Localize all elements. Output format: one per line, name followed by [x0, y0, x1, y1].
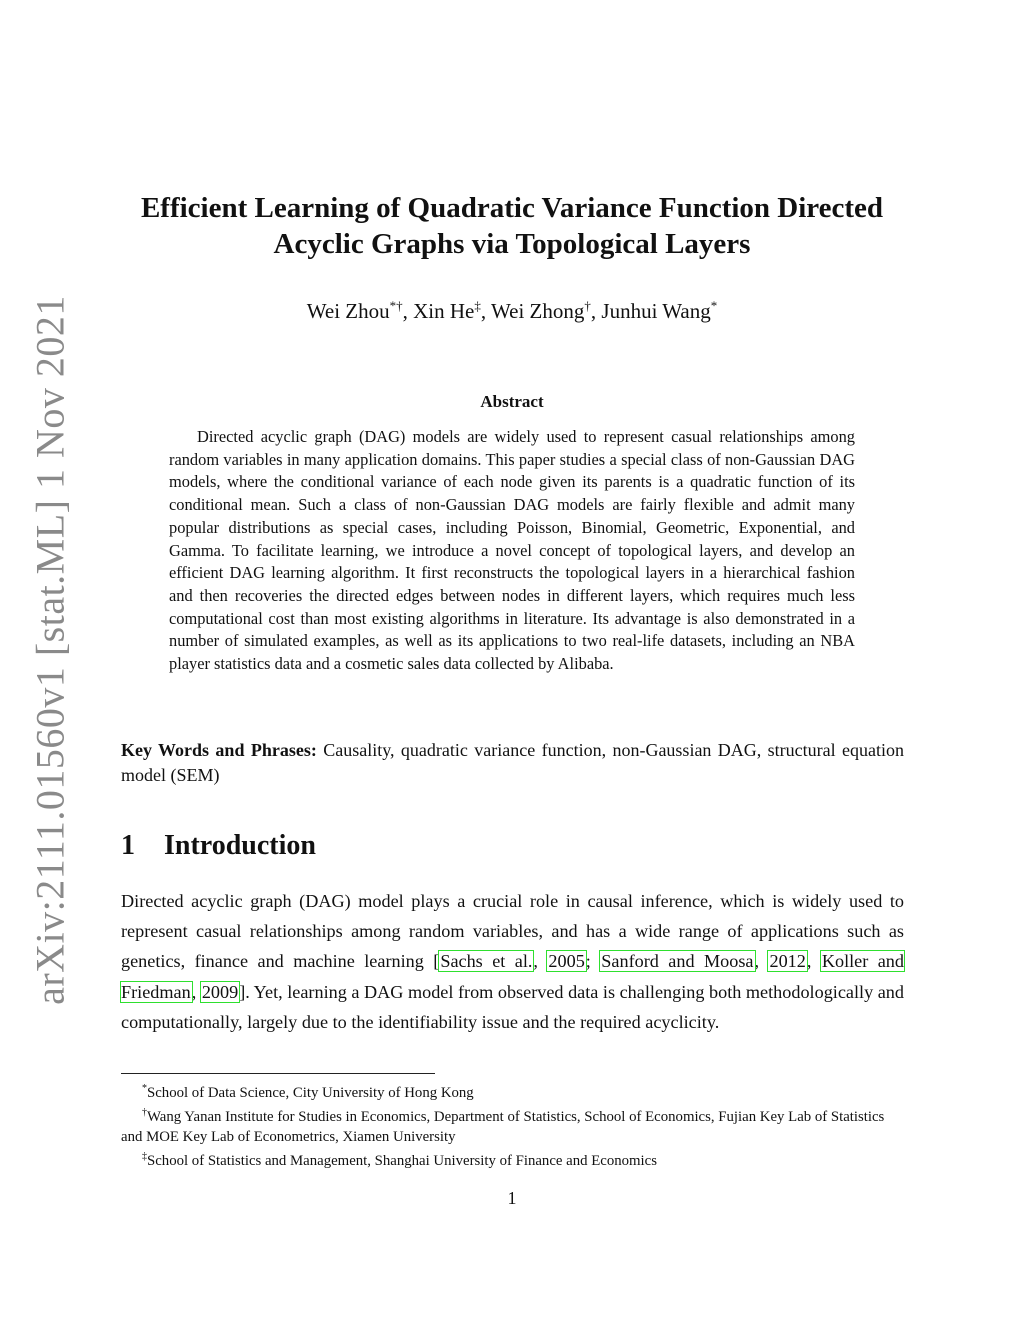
footnote-3 — [121, 1147, 904, 1171]
author-name: Wei Zhong — [491, 299, 585, 323]
footnote-2 — [121, 1103, 904, 1147]
section-title: Introduction — [164, 830, 316, 861]
footnote-mark: † — [142, 1106, 147, 1118]
author-list — [110, 292, 914, 325]
author-affiliation-mark: † — [584, 298, 591, 313]
introduction-paragraph: Directed acyclic graph (DAG) model plays a crucial role in causal inference, which is widely used to represent casual relationships among random variables, and has a wide range of applications such as genetics, finance and machine learning [Sachs et al., 2005; Sanford and Moosa, 2012, Koller and Friedman, 2009]. Yet, learning a DAG model from observed data is challenging both methodologically and computationally, largely due to the identifiability issue and the required acyclicity. — [121, 891, 904, 1032]
author-separator: , — [590, 299, 602, 323]
citation-link-sanford-year[interactable]: 2012 — [769, 951, 806, 972]
author-name: Junhui Wang — [601, 299, 711, 323]
footnote-mark: * — [142, 1083, 147, 1094]
author-separator: , — [402, 299, 414, 323]
intro-text-after: ]. Yet, learning a DAG model from observed data is challenging both methodologically and computationally, largely due to the identifiability issue and the required acyclicity. — [121, 981, 904, 1032]
footnote-text: Wang Yanan Institute for Studies in Economics, Department of Statistics, School of Economics, Fujian Key Lab of Statistics and MOE Key Lab of Econometrics, Xiamen University — [121, 1108, 885, 1145]
keywords-text: Causality, quadratic variance function, non-Gaussian DAG, structural equation model (SEM) — [121, 740, 905, 785]
author-separator: , — [480, 299, 492, 323]
arxiv-identifier-stamp — [27, 295, 73, 1005]
citation-link-sachs-year[interactable]: 2005 — [548, 951, 585, 972]
author-affiliation-mark: *† — [389, 298, 403, 313]
citation-link-koller[interactable]: Koller and Friedman — [121, 951, 904, 1002]
footnote-text: School of Statistics and Management, Shanghai University of Finance and Economics — [147, 1152, 657, 1169]
title-line-1: Efficient Learning of Quadratic Variance Function Directed — [140, 192, 884, 224]
abstract-text: Directed acyclic graph (DAG) models are widely used to represent casual relationships among random variables in many application domains. This paper studies a special class of non-Gaussian DAG models, where the conditional variance of each node given its parents is a quadratic function of its conditional mean. Such a class of non-Gaussian DAG models are fairly flexible and admit many popular distributions as special cases, including Poisson, Binomial, Geometric, Exponential, and Gamma. To facilitate learning, we introduce a novel concept of topological layers, and develop an efficient DAG learning algorithm. It first reconstructs the topological layers in a hierarchical fashion and then recoveries the directed edges between nodes in different layers, which requires much less computational cost than most existing algorithms in literature. Its advantage is also demonstrated in a number of simulated examples, as well as its applications to two real-life datasets, including an NBA player statistics data and a cosmetic sales data collected by Alibaba. — [169, 427, 855, 674]
footnote-1 — [121, 1079, 904, 1103]
footnote-divider — [121, 1073, 435, 1074]
intro-text-before: Directed acyclic graph (DAG) model plays a crucial role in causal inference, which is widely used to represent casual relationships among random variables, and has a wide range of applications such as genetics, finance and machine learning [ — [121, 891, 904, 972]
keywords-paragraph — [121, 738, 904, 788]
author-affiliation-mark: * — [710, 298, 718, 313]
author-name: Wei Zhou — [306, 299, 390, 323]
citation-link-koller-year[interactable]: 2009 — [201, 981, 239, 1002]
page-number: 1 — [507, 1188, 517, 1208]
citation-link-sanford[interactable]: Sanford and Moosa — [601, 951, 754, 972]
abstract-heading: Abstract — [480, 392, 544, 411]
footnote-text: School of Data Science, City University of Hong Kong — [147, 1084, 474, 1101]
title-line-2: Acyclic Graphs via Topological Layers — [273, 228, 751, 260]
citation-link-sachs[interactable]: Sachs et al. — [440, 951, 533, 972]
footnotes — [121, 1079, 904, 1171]
footnote-mark: ‡ — [142, 1150, 147, 1162]
author-name: Xin He — [413, 299, 475, 323]
section-number: 1 — [121, 830, 135, 861]
arxiv-identifier-text: arXiv:2111.01560v1 [stat.ML] 1 Nov 2021 — [27, 295, 73, 1005]
paper-title — [110, 190, 914, 262]
author-affiliation-mark: ‡ — [474, 298, 481, 313]
section-heading — [121, 830, 316, 862]
keywords-label: Key Words and Phrases: — [121, 740, 317, 760]
